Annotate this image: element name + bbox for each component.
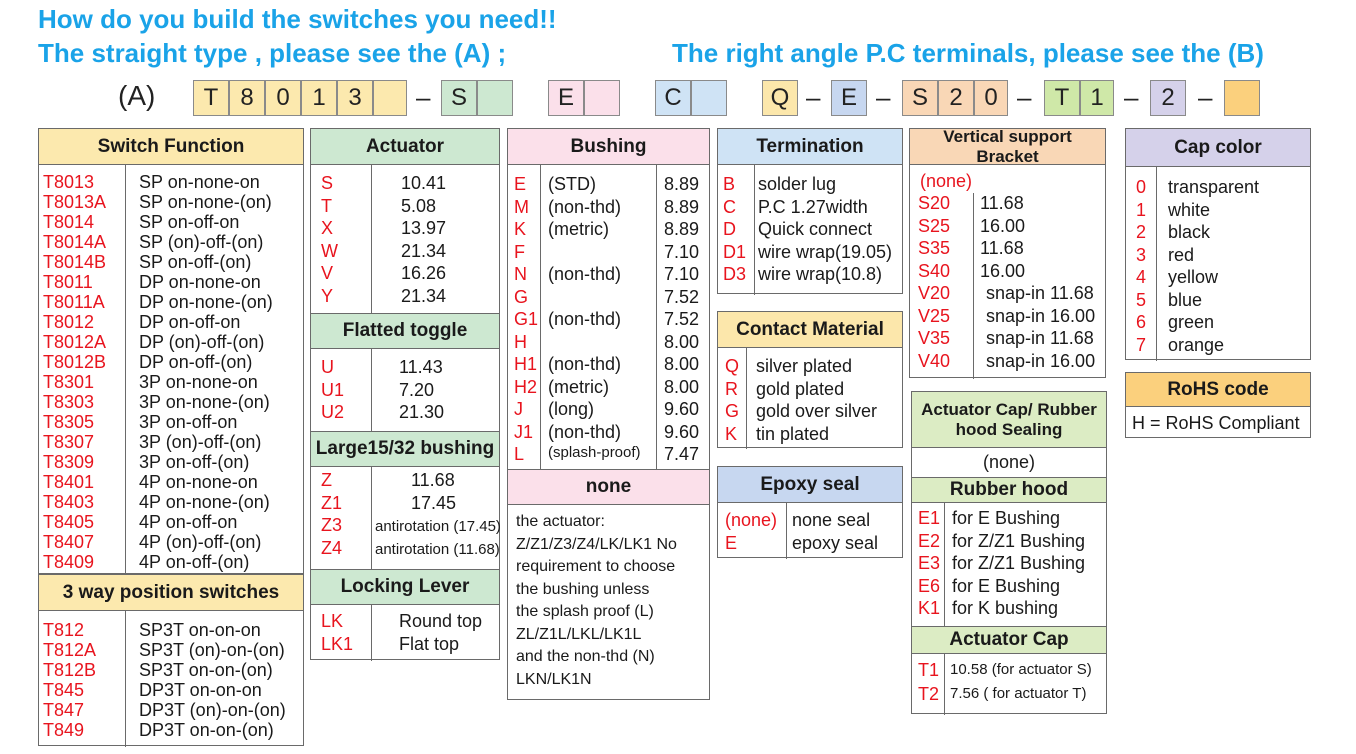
epoxy-seal-title: Epoxy seal: [718, 467, 902, 503]
bushing-row-val: 8.89: [664, 219, 700, 239]
rubber-hood-row-code: E2: [918, 530, 941, 551]
rubber-hood-title: Rubber hood: [912, 477, 1106, 503]
code-box-t: T: [193, 80, 229, 116]
three-way-title: 3 way position switches: [39, 575, 303, 611]
large-bushing-row-val: antirotation (11.68): [375, 540, 500, 558]
code-box-c: C: [655, 80, 691, 116]
bushing-row-code: J: [514, 399, 523, 419]
cap-color-row-desc: red: [1168, 244, 1195, 265]
contact-material-panel: [717, 311, 903, 448]
flatted-toggle-row-val: 11.43: [399, 357, 443, 377]
heading-line-2-straight: The straight type , please see the (A) ;: [38, 38, 507, 68]
cap-color-row-code: 1: [1136, 199, 1147, 220]
switch-function-row-code: T8307: [43, 432, 95, 452]
three-way-row-code: T847: [43, 700, 85, 720]
bushing-row-val: 9.60: [664, 399, 700, 419]
contact-material-row-code: K: [725, 423, 738, 444]
bracket-row-val: 16.00: [980, 260, 1026, 281]
switch-function-row-code: T8012A: [43, 332, 107, 352]
switch-function-row-code: T8012: [43, 312, 95, 332]
dash-2: –: [806, 82, 821, 112]
contact-material-row-code: R: [725, 378, 738, 399]
bracket-row-val: snap-in 11.68: [986, 283, 1094, 303]
none-panel-line: requirement to choose: [516, 558, 676, 575]
bracket-row-val: snap-in 16.00: [986, 350, 1096, 371]
bushing-row-val: 7.47: [664, 444, 700, 464]
bushing-row-desc: (non-thd): [548, 309, 622, 329]
none-title: none: [508, 469, 709, 505]
heading-line-2-right-angle: The right angle P.C terminals, please see the (B): [672, 38, 1264, 68]
code-box-e: E: [548, 80, 584, 116]
actuator-row-code: T: [321, 195, 332, 216]
code-box-e2: E: [831, 80, 867, 116]
code-box-blank-1: [373, 80, 407, 116]
epoxy-seal-row-desc: epoxy seal: [792, 532, 879, 553]
actuator-cap-row-code: T1: [918, 660, 940, 680]
bracket-row-code: V20: [918, 283, 951, 303]
bushing-row-val: 8.00: [664, 331, 700, 352]
cap-color-row-code: 6: [1136, 312, 1147, 332]
switch-function-row-desc: DP on-none-on: [139, 272, 261, 292]
three-way-panel: [38, 574, 304, 746]
rubber-hood-row-desc: for Z/Z1 Bushing: [952, 553, 1086, 573]
column-divider: [786, 503, 787, 559]
switch-function-row-desc: SP on-off-(on): [139, 252, 252, 272]
actuator-cap-rubber-panel: [911, 391, 1107, 714]
locking-lever-row-val: Flat top: [399, 633, 460, 654]
switch-function-row-desc: DP on-none-(on): [139, 292, 273, 312]
bracket-row-val: 11.68: [980, 238, 1024, 258]
switch-function-row-code: T8409: [43, 552, 95, 572]
vertical-bracket-panel: [909, 128, 1106, 378]
switch-function-row-code: T8011A: [43, 292, 105, 312]
bushing-row-desc: (metric): [548, 376, 609, 397]
contact-material-row-desc: tin plated: [756, 423, 830, 444]
switch-function-row-desc: 3P on-none-(on): [139, 392, 270, 412]
code-box-s: S: [441, 80, 477, 116]
code-box-0: 0: [265, 80, 301, 116]
bushing-row-desc: (non-thd): [548, 196, 622, 217]
three-way-row-desc: DP3T on-on-(on): [139, 720, 274, 740]
bushing-title: Bushing: [508, 129, 709, 165]
switch-function-row-desc: 4P on-none-on: [139, 472, 258, 492]
actuator-cap-row-desc: 7.56 ( for actuator T): [950, 685, 1087, 702]
actuator-row-val: 5.08: [401, 195, 437, 216]
epoxy-seal-panel: [717, 466, 903, 558]
epoxy-seal-row-code: E: [725, 532, 738, 553]
actuator-row-code: W: [321, 240, 338, 261]
cap-color-row-desc: blue: [1168, 289, 1203, 310]
dash-1: –: [416, 82, 431, 112]
none-panel-line: Z/Z1/Z3/Z4/LK/LK1 No: [516, 535, 677, 553]
cap-color-row-code: 3: [1136, 244, 1147, 265]
actuator-row-code: Y: [321, 285, 334, 306]
bushing-row-desc: (splash-proof): [548, 444, 641, 461]
switch-function-row-code: T8014A: [43, 232, 107, 252]
actuator-row-code: V: [321, 263, 334, 283]
bracket-row-code: V25: [918, 305, 951, 326]
bushing-row-val: 8.00: [664, 354, 700, 374]
column-divider: [371, 467, 372, 569]
switch-function-row-desc: DP (on)-off-(on): [139, 332, 265, 352]
large-bushing-row-val: 17.45: [411, 492, 457, 513]
flatted-toggle-row-code: U1: [321, 379, 345, 400]
cap-color-row-desc: transparent: [1168, 177, 1260, 197]
three-way-row-desc: DP3T (on)-on-(on): [139, 700, 286, 720]
epoxy-seal-row-desc: none seal: [792, 510, 871, 530]
cap-color-row-desc: black: [1168, 222, 1211, 242]
bracket-row-code: S20: [918, 193, 951, 213]
three-way-row-desc: SP3T (on)-on-(on): [139, 640, 285, 660]
bushing-row-code: J1: [514, 421, 534, 442]
bushing-row-val: 9.60: [664, 421, 700, 442]
cap-color-row-code: 4: [1136, 267, 1147, 287]
termination-row-code: B: [723, 174, 736, 194]
code-box-blank-2: [477, 80, 513, 116]
label-a: (A): [118, 80, 156, 111]
large-bushing-row-code: Z1: [321, 492, 343, 513]
flatted-toggle-title: Flatted toggle: [311, 313, 499, 349]
rubber-hood-row-code: E3: [918, 553, 941, 573]
termination-row-desc: Quick connect: [758, 219, 873, 239]
bushing-row-code: K: [514, 219, 527, 239]
actuator-title: Actuator: [311, 129, 499, 165]
code-box-3: 3: [337, 80, 373, 116]
locking-lever-row-code: LK1: [321, 633, 354, 654]
actuator-row-code: S: [321, 173, 334, 193]
cap-color-row-desc: white: [1168, 199, 1211, 220]
switch-function-row-code: T8405: [43, 512, 95, 532]
switch-function-row-code: T8013A: [43, 192, 107, 212]
bracket-row-val: snap-in 16.00: [986, 305, 1096, 326]
switch-function-row-desc: 3P (on)-off-(on): [139, 432, 262, 452]
code-box-blank-3: [584, 80, 620, 116]
switch-function-panel: [38, 128, 304, 574]
cap-color-row-code: 5: [1136, 289, 1147, 310]
switch-function-row-code: T8305: [43, 412, 95, 432]
actuator-row-val: 21.34: [401, 240, 447, 261]
bushing-row-code: E: [514, 174, 527, 194]
termination-row-code: D: [723, 219, 736, 239]
rubber-hood-row-code: E6: [918, 575, 941, 596]
switch-function-row-code: T8011: [43, 272, 93, 292]
actuator-row-code: X: [321, 218, 334, 238]
bushing-row-code: N: [514, 264, 527, 284]
bracket-none-code: (none): [920, 171, 973, 191]
actuator-cap-rubber-title: [912, 392, 1106, 448]
bushing-row-desc: (non-thd): [548, 421, 622, 442]
vertical-bracket-title: Vertical support Bracket: [910, 129, 1105, 165]
contact-material-row-code: Q: [725, 356, 740, 376]
bushing-row-val: 8.89: [664, 174, 700, 194]
actuator-cap-row-code: T2: [918, 684, 940, 704]
dash-5: –: [1124, 82, 1139, 112]
dash-4: –: [1017, 82, 1032, 112]
code-box-1b: 1: [1080, 80, 1114, 116]
switch-function-row-desc: 3P on-none-on: [139, 372, 258, 392]
bushing-row-code: G: [514, 286, 529, 307]
switch-function-row-desc: SP (on)-off-(on): [139, 232, 264, 252]
actuator-column: [310, 128, 500, 660]
switch-function-row-code: T8013: [43, 172, 95, 192]
rubber-hood-row-desc: for E Bushing: [952, 575, 1061, 596]
actuator-row-val: 10.41: [401, 173, 447, 193]
code-box-2b: 2: [1150, 80, 1186, 116]
switch-function-row-code: T8401: [43, 472, 95, 492]
actuator-cap-rubber-title-line-1: Actuator Cap/ Rubber: [921, 399, 1097, 419]
cap-color-row-desc: yellow: [1168, 267, 1219, 287]
column-divider: [371, 349, 372, 433]
bracket-row-code: S35: [918, 238, 951, 258]
rubber-hood-row-desc: for E Bushing: [952, 508, 1061, 528]
cap-color-title: Cap color: [1126, 129, 1310, 167]
three-way-row-code: T812A: [43, 640, 97, 660]
locking-lever-row-val: Round top: [399, 611, 483, 631]
large-bushing-row-code: Z3: [321, 515, 343, 535]
switch-function-title: Switch Function: [39, 129, 303, 165]
termination-title: Termination: [718, 129, 902, 165]
switch-function-row-desc: 3P on-off-(on): [139, 452, 250, 472]
contact-material-row-desc: silver plated: [756, 356, 853, 376]
code-box-2: 2: [938, 80, 974, 116]
switch-function-row-desc: 4P on-off-on: [139, 512, 238, 532]
none-panel-line: and the non-thd (N): [516, 648, 655, 665]
flatted-toggle-row-code: U: [321, 357, 334, 377]
bracket-row-val: snap-in 11.68: [986, 328, 1094, 348]
actuator-row-val: 13.97: [401, 218, 447, 238]
column-divider: [125, 165, 126, 575]
code-box-s2: S: [902, 80, 938, 116]
column-divider: [944, 654, 945, 715]
code-box-8: 8: [229, 80, 265, 116]
heading-line-1: How do you build the switches you need!!: [38, 4, 557, 34]
code-box-t2: T: [1044, 80, 1080, 116]
cap-color-row-code: 2: [1136, 222, 1147, 242]
termination-row-desc: wire wrap(10.8): [758, 264, 883, 284]
bushing-row-desc: (non-thd): [548, 354, 622, 374]
switch-function-row-code: T8407: [43, 532, 95, 552]
bushing-row-desc: (non-thd): [548, 264, 622, 284]
switch-function-row-desc: DP on-off-(on): [139, 352, 253, 372]
rubber-hood-row-desc: for Z/Z1 Bushing: [952, 530, 1086, 551]
three-way-row-desc: SP3T on-on-(on): [139, 660, 273, 680]
bushing-row-val: 7.10: [664, 264, 700, 284]
switch-function-row-code: T8012B: [43, 352, 107, 372]
epoxy-seal-row-code: (none): [725, 510, 778, 530]
bushing-row-code: H2: [514, 376, 538, 397]
actuator-cap-title: Actuator Cap: [912, 626, 1106, 654]
rubber-hood-row-desc: for K bushing: [952, 598, 1059, 618]
bushing-row-val: 7.52: [664, 309, 700, 329]
switch-function-row-code: T8301: [43, 372, 95, 392]
three-way-row-code: T812: [43, 620, 85, 640]
none-panel-line: LKN/LK1N: [516, 670, 592, 688]
switch-function-row-desc: 4P on-off-(on): [139, 552, 250, 572]
none-panel-line: the actuator:: [516, 513, 605, 530]
actuator-cap-rubber-title-line-2: hood Sealing: [955, 419, 1063, 439]
flatted-toggle-row-val: 21.30: [399, 402, 445, 422]
switch-function-row-code: T8403: [43, 492, 95, 512]
bracket-row-code: V40: [918, 350, 951, 371]
column-divider: [944, 503, 945, 626]
locking-lever-title: Locking Lever: [311, 569, 499, 605]
three-way-row-desc: SP3T on-on-on: [139, 620, 261, 640]
bracket-row-code: S25: [918, 215, 951, 236]
none-panel-line: the bushing unless: [516, 580, 650, 598]
termination-row-code: C: [723, 196, 736, 217]
switch-function-row-code: T8014: [43, 212, 95, 232]
contact-material-row-desc: gold plated: [756, 378, 845, 399]
rubber-hood-row-code: K1: [918, 598, 941, 618]
bracket-row-val: 16.00: [980, 215, 1026, 236]
termination-panel: [717, 128, 903, 294]
large-bushing-row-val: 11.68: [411, 470, 455, 490]
actuator-row-val: 21.34: [401, 285, 447, 306]
code-box-1: 1: [301, 80, 337, 116]
code-box-0b: 0: [974, 80, 1008, 116]
switch-function-row-code: T8014B: [43, 252, 107, 272]
bushing-row-code: G1: [514, 309, 539, 329]
switch-function-row-desc: SP on-none-(on): [139, 192, 272, 212]
column-divider: [754, 165, 755, 295]
bushing-row-code: M: [514, 196, 529, 217]
termination-row-desc: solder lug: [758, 174, 837, 194]
bushing-row-val: 7.52: [664, 286, 700, 307]
termination-row-desc: wire wrap(19.05): [758, 241, 893, 262]
contact-material-row-code: G: [725, 401, 740, 421]
switch-function-row-desc: 4P (on)-off-(on): [139, 532, 262, 552]
rohs-title: RoHS code: [1126, 373, 1310, 407]
actuator-row-val: 16.26: [401, 263, 447, 283]
large-bushing-row-code: Z: [321, 470, 332, 490]
code-box-blank-4: [691, 80, 727, 116]
cap-color-row-code: 0: [1136, 177, 1147, 197]
bushing-row-code: F: [514, 241, 525, 262]
rohs-text: H = RoHS Compliant: [1132, 413, 1300, 433]
column-divider: [540, 165, 541, 469]
bushing-row-val: 7.10: [664, 241, 700, 262]
bracket-row-code: V35: [918, 328, 951, 348]
bushing-column: [507, 128, 710, 700]
large-bushing-row-val: antirotation (17.45): [375, 518, 501, 535]
large-bushing-title: Large15/32 bushing: [311, 431, 499, 467]
column-divider: [1156, 167, 1157, 361]
three-way-row-code: T849: [43, 720, 85, 740]
switch-function-row-desc: DP on-off-on: [139, 312, 241, 332]
column-divider: [125, 611, 126, 747]
switch-function-row-code: T8309: [43, 452, 95, 472]
code-box-q: Q: [762, 80, 798, 116]
switch-function-row-desc: 3P on-off-on: [139, 412, 238, 432]
column-divider: [746, 348, 747, 449]
bushing-row-code: L: [514, 444, 525, 464]
cap-color-row-code: 7: [1136, 334, 1147, 355]
bracket-row-val: 11.68: [980, 193, 1024, 213]
switch-function-row-desc: 4P on-none-(on): [139, 492, 270, 512]
none-panel-line: the splash proof (L): [516, 603, 654, 620]
cap-color-row-desc: green: [1168, 312, 1215, 332]
contact-material-row-desc: gold over silver: [756, 401, 878, 421]
code-box-blank-5: [1224, 80, 1260, 116]
dash-3: –: [876, 82, 891, 112]
rohs-panel: [1125, 372, 1311, 438]
large-bushing-row-code: Z4: [321, 537, 343, 558]
termination-row-desc: P.C 1.27width: [758, 196, 868, 217]
three-way-row-code: T845: [43, 680, 85, 700]
dash-6: –: [1198, 82, 1213, 112]
column-divider: [371, 165, 372, 313]
cap-color-row-desc: orange: [1168, 334, 1225, 355]
bushing-row-val: 8.89: [664, 196, 700, 217]
flatted-toggle-row-val: 7.20: [399, 379, 435, 400]
termination-row-code: D3: [723, 264, 747, 284]
none-panel-line: ZL/Z1L/LKL/LK1L: [516, 625, 642, 643]
bushing-row-desc: (metric): [548, 219, 609, 239]
actuator-cap-row-desc: 10.58 (for actuator S): [950, 661, 1092, 678]
bushing-row-code: H1: [514, 354, 538, 374]
bushing-row-desc: (STD): [548, 174, 596, 194]
bushing-row-val: 8.00: [664, 376, 700, 397]
termination-row-code: D1: [723, 241, 747, 262]
three-way-row-code: T812B: [43, 660, 97, 680]
bracket-row-code: S40: [918, 260, 951, 281]
column-divider: [656, 165, 657, 469]
rubber-hood-row-code: E1: [918, 508, 941, 528]
three-way-row-desc: DP3T on-on-on: [139, 680, 262, 700]
flatted-toggle-row-code: U2: [321, 402, 345, 422]
switch-function-row-code: T8303: [43, 392, 95, 412]
contact-material-title: Contact Material: [718, 312, 902, 348]
actuator-cap-none: (none): [982, 452, 1036, 472]
locking-lever-row-code: LK: [321, 611, 344, 631]
column-divider: [973, 193, 974, 379]
bushing-row-code: H: [514, 331, 527, 352]
switch-function-row-desc: SP on-off-on: [139, 212, 240, 232]
bushing-row-desc: (long): [548, 399, 595, 419]
switch-function-row-desc: SP on-none-on: [139, 172, 260, 192]
cap-color-panel: [1125, 128, 1311, 360]
column-divider: [371, 605, 372, 661]
